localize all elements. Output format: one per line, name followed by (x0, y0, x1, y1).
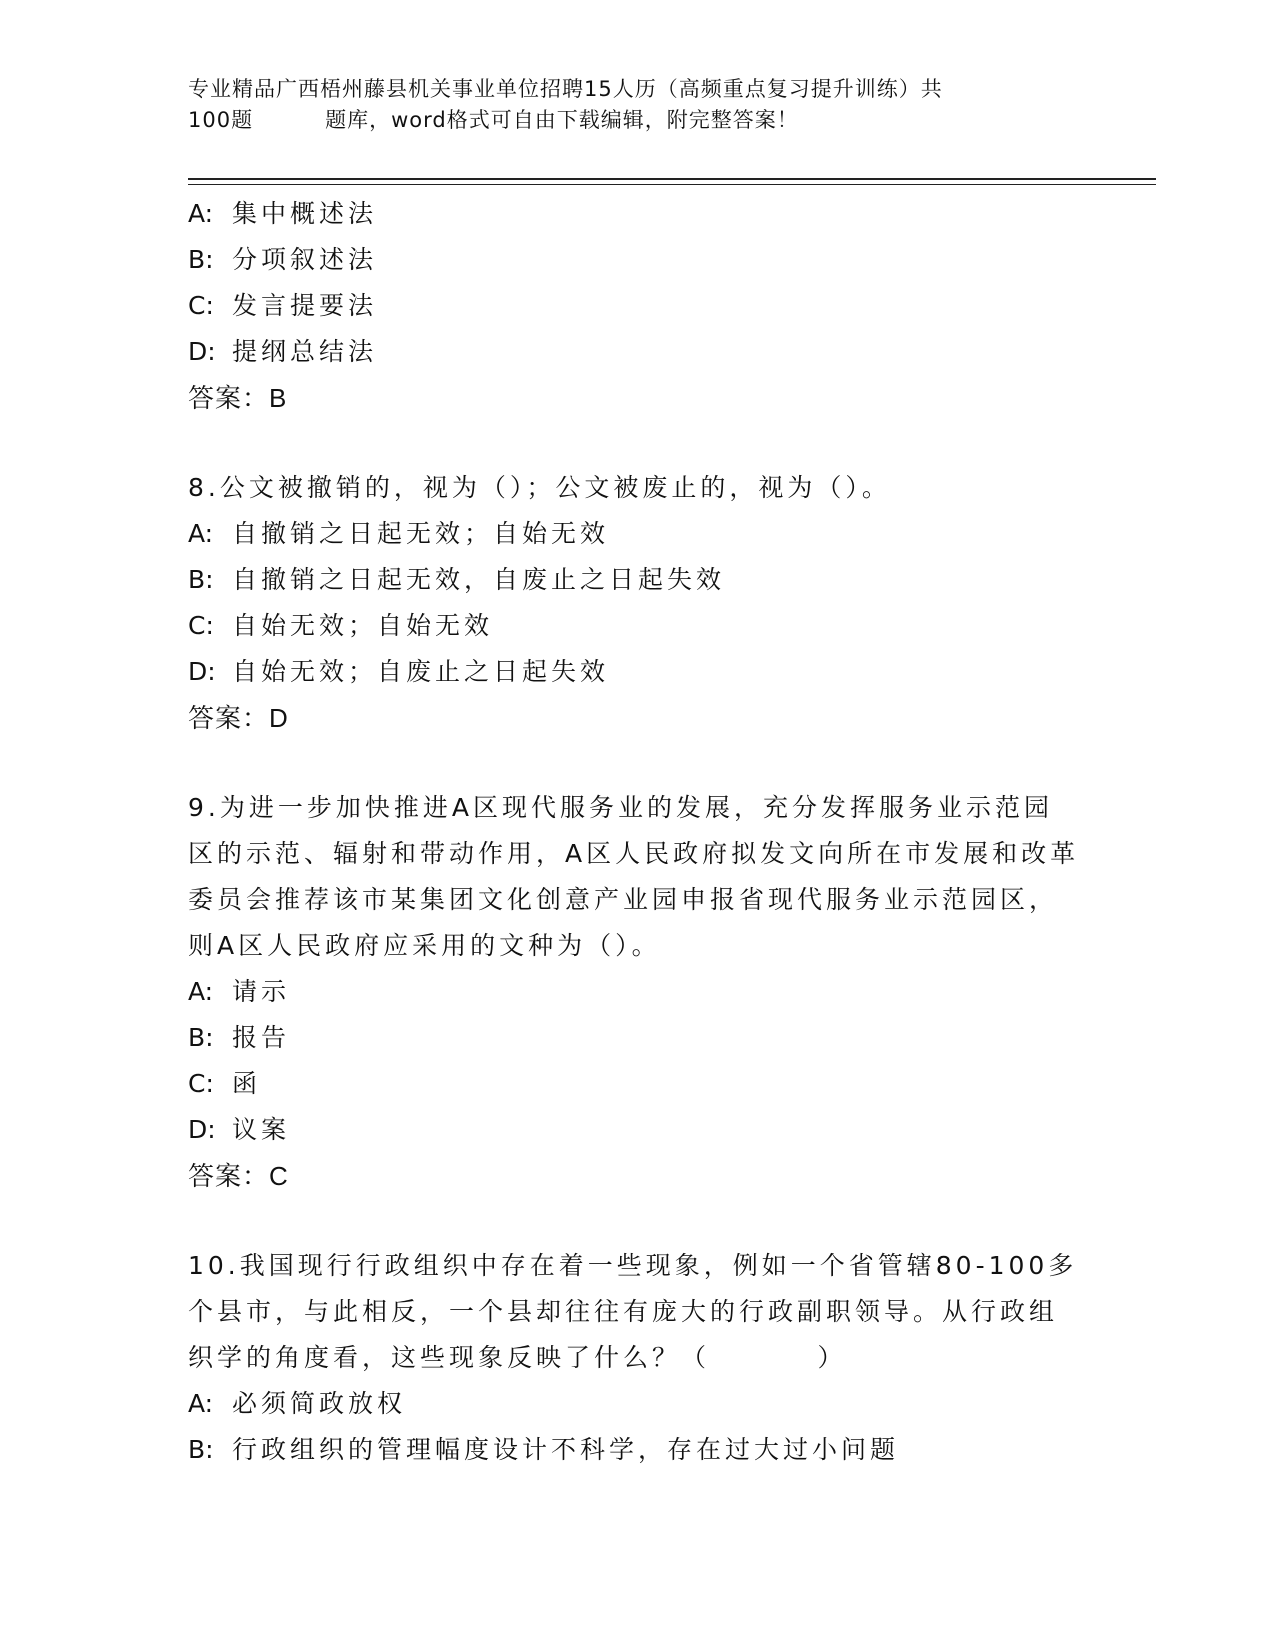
option-b: B: 自撤销之日起无效，自废止之日起失效 (188, 565, 726, 594)
question-text-line: 则A区人民政府应采用的文种为（）。 (188, 931, 661, 960)
header-title-line-1: 专业精品广西梧州藤县机关事业单位招聘15人历（高频重点复习提升训练）共 (188, 77, 943, 101)
option-c: C: 自始无效；自始无效 (188, 611, 494, 640)
question-text-line: 委员会推荐该市某集团文化创意产业园申报省现代服务业示范园区， (188, 885, 1059, 914)
header-title-line-2 (188, 105, 1068, 136)
question-10 (188, 1243, 1088, 1473)
option-d: D: 自始无效；自废止之日起失效 (188, 657, 610, 686)
option-d: D: 议案 (188, 1115, 291, 1144)
option-a: A: 自撤销之日起无效；自始无效 (188, 519, 610, 548)
question-text: 8.公文被撤销的，视为（）；公文被废止的，视为（）。 (188, 473, 891, 502)
question-text-line: 区的示范、辐射和带动作用，A区人民政府拟发文向所在市发展和改革 (188, 839, 1080, 868)
question-text-line: 个县市，与此相反，一个县却往往有庞大的行政副职领导。从行政组 (188, 1297, 1059, 1326)
header-rule-thick (188, 178, 1156, 180)
header-rule-thin (188, 184, 1156, 185)
answer-text: 答案：B (188, 383, 288, 413)
option-a: A: 必须简政放权 (188, 1389, 407, 1418)
option-c: C: 发言提要法 (188, 291, 378, 320)
option-a: A: 集中概述法 (188, 199, 378, 228)
question-text-line: 织学的角度看，这些现象反映了什么？（ ） (188, 1343, 847, 1372)
document-header (188, 74, 1068, 136)
header-description: 题库，word格式可自由下载编辑，附完整答案！ (325, 108, 799, 132)
option-b: B: 行政组织的管理幅度设计不科学，存在过大过小问题 (188, 1435, 900, 1464)
question-list (188, 191, 1088, 1473)
option-a: A: 请示 (188, 977, 291, 1006)
option-d: D: 提纲总结法 (188, 337, 378, 366)
option-c: C: 函 (188, 1069, 262, 1098)
answer-text: 答案：C (188, 1161, 289, 1191)
answer-text: 答案：D (188, 703, 289, 733)
option-b: B: 分项叙述法 (188, 245, 378, 274)
header-question-count: 100题 (188, 108, 254, 132)
question-7 (188, 191, 1088, 421)
question-text-line: 10.我国现行行政组织中存在着一些现象，例如一个省管辖80-100多 (188, 1251, 1078, 1280)
option-b: B: 报告 (188, 1023, 291, 1052)
question-8 (188, 465, 1088, 741)
question-text-line: 9.为进一步加快推进A区现代服务业的发展，充分发挥服务业示范园 (188, 793, 1053, 822)
question-9 (188, 785, 1088, 1199)
